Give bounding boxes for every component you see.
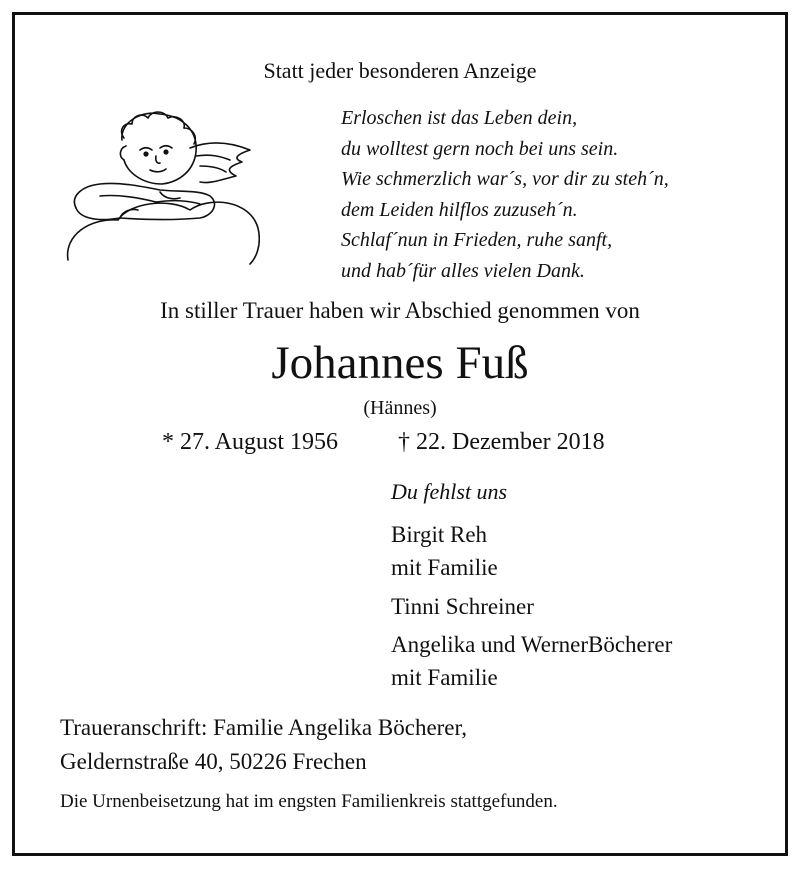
poem-line: du wolltest gern noch bei uns sein. (341, 137, 619, 160)
mourner-group (391, 628, 672, 694)
birth-date: * 27. August 1956 (162, 429, 339, 455)
address-line: Traueranschrift: Familie Angelika Böcherer, (60, 715, 468, 740)
mourner-group (391, 518, 498, 584)
death-date: † 22. Dezember 2018 (398, 429, 605, 455)
angel-cherub-icon (60, 100, 260, 270)
mourner-line: Birgit Reh (391, 522, 488, 547)
poem-line: Schlaf´nun in Frieden, ruhe sanft, (341, 229, 613, 251)
poem-line: dem Leiden hilflos zuzuseh´n. (341, 198, 578, 221)
closing-phrase: Du fehlst uns (391, 479, 508, 504)
deceased-nickname: (Hännes) (363, 397, 437, 419)
poem-line: und hab´für alles vielen Dank. (341, 259, 585, 282)
poem (341, 103, 669, 286)
address-line: Geldernstraße 40, 50226 Frechen (60, 749, 367, 774)
mourning-address (60, 711, 467, 779)
mourner-group (391, 590, 534, 623)
poem-line: Wie schmerzlich war´s, vor dir zu steh´n, (341, 168, 669, 190)
mourner-line: Tinni Schreiner (391, 594, 534, 619)
mourner-line: mit Familie (391, 665, 498, 690)
burial-note: Die Urnenbeisetzung hat im engsten Familienkreis stattgefunden. (60, 791, 558, 812)
header-text: Statt jeder besonderen Anzeige (263, 58, 537, 83)
mourner-line: Angelika und WernerBöcherer (391, 632, 673, 657)
poem-line: Erloschen ist das Leben dein, (341, 107, 578, 129)
intro-text: In stiller Trauer haben wir Abschied genommen von (160, 298, 640, 323)
deceased-name: Johannes Fuß (271, 337, 529, 389)
mourner-line: mit Familie (391, 555, 498, 580)
